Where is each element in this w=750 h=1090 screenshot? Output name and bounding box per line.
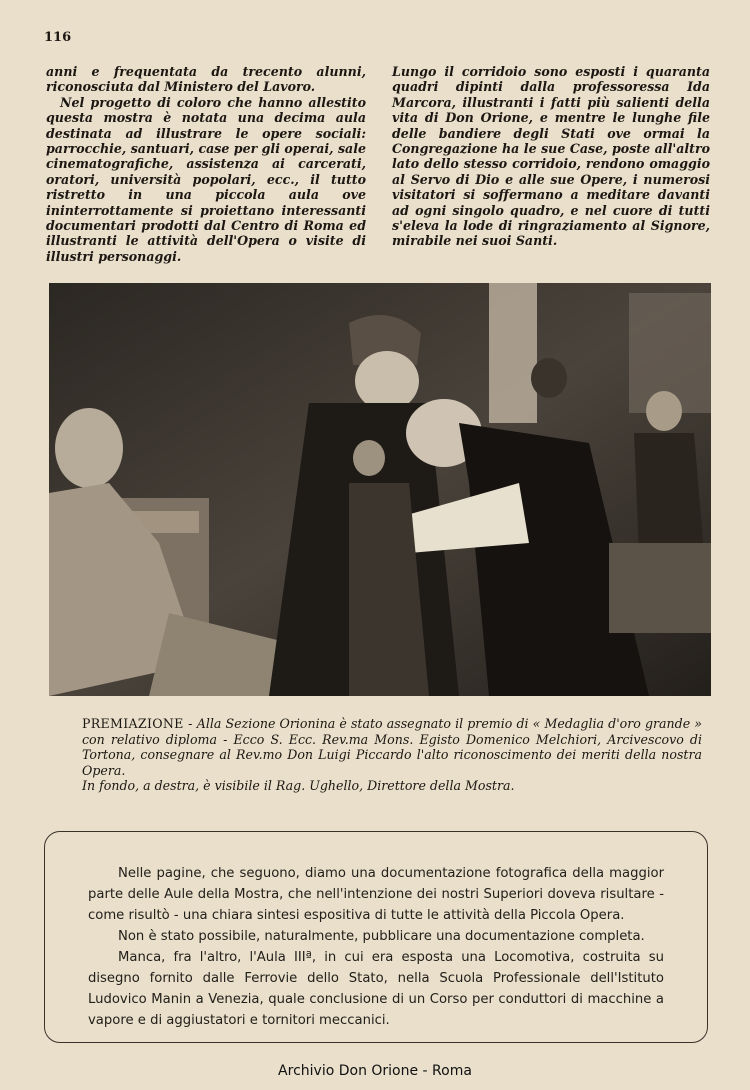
note-paragraph-3: Manca, fra l'altro, l'Aula IIIª, in cui era esposta una Locomotiva, costruita su disegno fornito dalle Ferrovie dello Stato, nella Scuola Professionale dell'Istituto Ludovico Manin a Venezia, quale conclusione di un Corso per conduttori di macchine a vapore e di aggiustatori e tornitori meccanici. [88,950,664,1028]
left-paragraph-1: anni e frequentata da trecento alunni, riconosciuta dal Ministero del Lavoro. [46,64,366,95]
archbishop-head [355,351,419,411]
note-box-text [88,863,664,1031]
note-paragraph-2: Non è stato possibile, naturalmente, pubblicare una documentazione completa. [118,929,645,944]
left-paragraph-2: Nel progetto di coloro che hanno allestito questa mostra è notata una decima aula destinata ad illustrare le opere sociali: parrocchie, santuari, case per gli operai, sale cinematografiche, assistenza ai carcerati, oratori, università popolari, ecc., il tutto ristretto in una piccola aula ove ininterrottamente si proiettano interessanti documentari prodotti dal Centro di Roma ed illustranti le attività dell'Opera o visite di illustri personaggi. [46,94,366,264]
photo-illustration [49,283,711,696]
right-paragraph-1: Lungo il corridoio sono esposti i quaranta quadri dipinti dalla professoressa Ida Marcora, illustranti i fatti più salienti della vita di Don Orione, e mentre le lunghe file delle bandiere degli Stati ove ormai la Congregazione ha le sue Case, poste all'altro lato dello stesso corridoio, rendono omaggio al Servo di Dio e alle sue Opere, i numerosi visitatori si soffermano a meditare davanti ad ogni singolo quadro, e nel cuore di tutti s'eleva la lode di ringraziamento al Signore, mirabile nei suoi Santi. [392,64,710,249]
caption-lead: PREMIAZIONE - [82,716,193,731]
caption-text: Alla Sezione Orionina è stato assegnato il premio di « Medaglia d'oro grande » con relativo diploma - Ecco S. Ecc. Rev.ma Mons. Egisto Domenico Melchiori, Arcivescovo di Tortona, consegnare al Rev.mo Don Luigi Piccardo l'alto riconoscimento dei meriti della nostra Opera. [82,716,702,778]
left-column [46,64,366,264]
award-ceremony-photo [49,283,711,696]
note-paragraph-1: Nelle pagine, che seguono, diamo una documentazione fotografica della maggior parte delle Aule della Mostra, che nell'intenzione dei nostri Superiori doveva risultare - come risultò - una chiara sintesi espositiva di tutte le attività della Piccola Opera. [88,866,664,923]
archive-footer: Archivio Don Orione - Roma [278,1063,472,1079]
director-head [646,391,682,431]
caption-second: In fondo, a destra, è visibile il Rag. Ughello, Direttore della Mostra. [82,778,515,794]
curtain [489,283,537,423]
page-number: 116 [44,30,72,45]
seated-man-head [55,408,123,488]
right-column [392,64,710,249]
photo-caption [82,716,702,794]
